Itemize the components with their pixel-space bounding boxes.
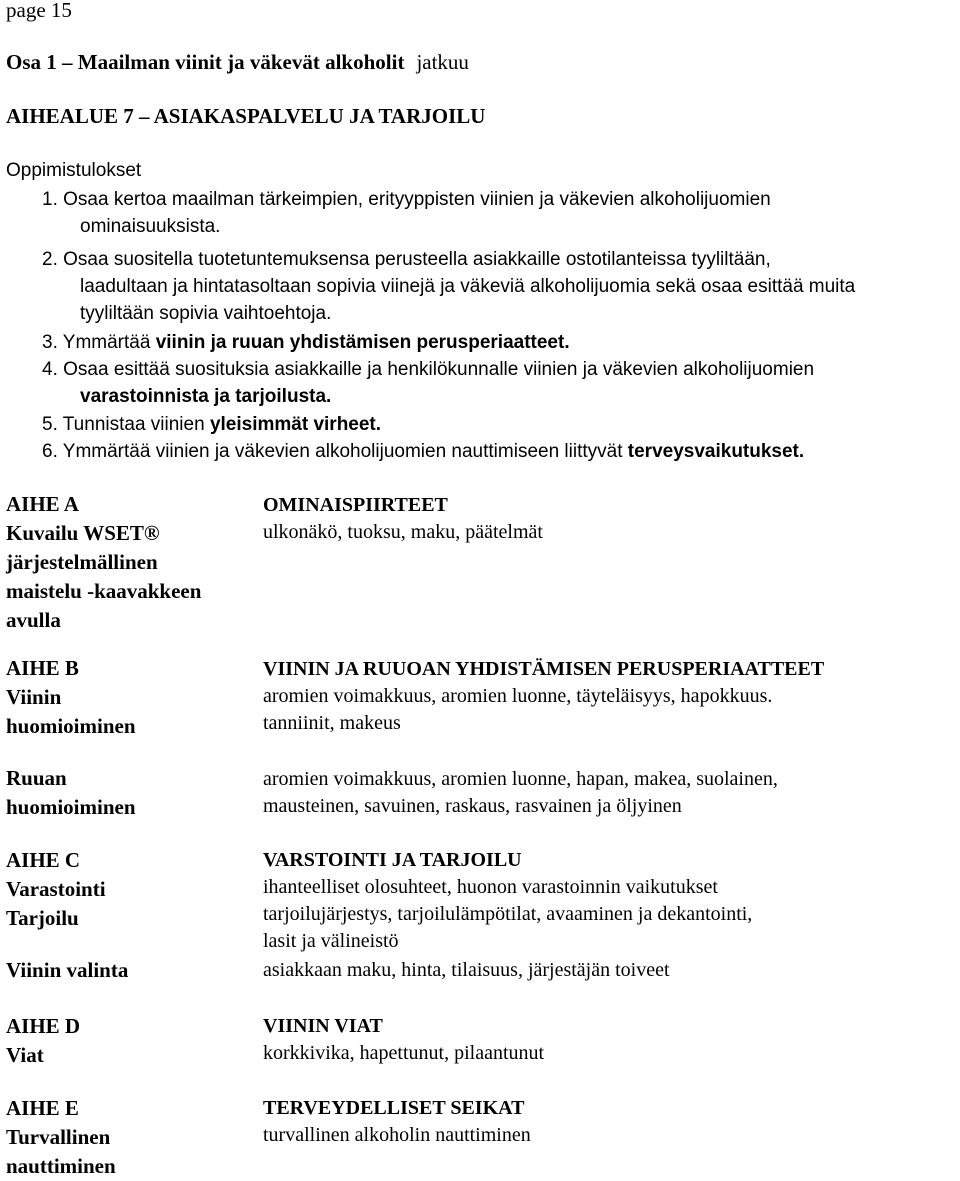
topic-c-heading: VARSTOINTI JA TARJOILU [263,849,522,871]
topic-a-line: Kuvailu WSET® [6,521,160,545]
topic-b-detail: tanniinit, makeus [263,712,401,734]
topic-b2-line: Ruuan [6,766,67,790]
topic-c-detail: tarjoilujärjestys, tarjoilulämpötilat, avaaminen ja dekantointi, [263,903,753,925]
topic-c-detail: lasit ja välineistö [263,930,399,952]
topic-e-title: AIHE E [6,1096,79,1120]
topic-a-content [263,492,543,546]
title-continuation: jatkuu [416,50,469,74]
topic-a-label [6,490,201,635]
outcome-2-line-3: tyyliltään sopivia vaihtoehtoja. [80,303,332,324]
topic-c-title: AIHE C [6,848,81,872]
topic-c2-label [6,956,128,985]
topic-b-detail: aromien voimakkuus, aromien luonne, täyteläisyys, hapokkuus. [263,685,773,707]
topic-a-detail: ulkonäkö, tuoksu, maku, päätelmät [263,521,543,543]
topic-c-line: Tarjoilu [6,906,79,930]
topic-b2-label [6,764,136,822]
topic-b-heading: VIININ JA RUUOAN YHDISTÄMISEN PERUSPERIAATTEET [263,658,825,680]
outcome-5-text: 5. Tunnistaa viinien [42,414,205,435]
topic-b2-content [263,766,778,820]
outcome-4-emphasis: varastoinnista ja tarjoilusta. [80,386,332,407]
outcome-3-emphasis: viinin ja ruuan yhdistämisen perusperiaatteet. [155,332,570,353]
topic-c-detail: ihanteelliset olosuhteet, huonon varastoinnin vaikutukset [263,876,718,898]
topic-c2-content [263,957,670,984]
topic-e-detail: turvallinen alkoholin nauttiminen [263,1124,531,1146]
topic-d-title: AIHE D [6,1014,81,1038]
topic-b2-detail: aromien voimakkuus, aromien luonne, hapan, makea, suolainen, [263,768,778,790]
topic-a-line: maistelu -kaavakkeen [6,579,202,603]
topic-b2-detail: mausteinen, savuinen, raskaus, rasvainen ja öljyinen [263,795,682,817]
topic-c2-line: Viinin valinta [6,958,129,982]
topic-d-label [6,1012,80,1070]
outcomes-heading: Oppimistulokset [6,160,142,181]
outcome-2-line-1: 2. Osaa suositella tuotetuntemuksensa perusteella asiakkaille ostotilanteissa tyyliltään, [42,249,771,270]
topic-e-line: nauttiminen [6,1154,116,1178]
topic-a-line: avulla [6,608,61,632]
outcome-1-line-1: 1. Osaa kertoa maailman tärkeimpien, erityyppisten viinien ja väkevien alkoholijuomien [42,189,771,210]
topic-a-title: AIHE A [6,492,79,516]
topic-e-label [6,1094,116,1181]
topic-a-heading: OMINAISPIIRTEET [263,494,448,516]
topic-c-content [263,847,752,955]
topic-a-line: järjestelmällinen [6,550,158,574]
topic-e-line: Turvallinen [6,1125,111,1149]
topic-d-detail: korkkivika, hapettunut, pilaantunut [263,1042,545,1064]
topic-b-line: huomioiminen [6,714,136,738]
outcome-3-text: 3. Ymmärtää [42,332,151,353]
page-number: page 15 [6,0,72,22]
outcome-6-text: 6. Ymmärtää viinien ja väkevien alkoholijuomien nauttimiseen liittyvät [42,441,623,462]
page-title [6,50,469,75]
topic-b-label [6,654,136,741]
topic-b-content [263,656,824,737]
outcome-6 [42,438,804,465]
topic-c2-detail: asiakkaan maku, hinta, tilaisuus, järjestäjän toiveet [263,959,670,981]
topic-b-title: AIHE B [6,656,79,680]
outcome-5 [42,411,381,438]
title-main: Osa 1 – Maailman viinit ja väkevät alkoholit [6,50,405,74]
outcome-2-line-2: laadultaan ja hintatasoltaan sopivia viinejä ja väkeviä alkoholijuomia sekä osaa esittää muita [80,276,856,297]
outcome-6-emphasis: terveysvaikutukset. [627,441,805,462]
outcome-1-line-2: ominaisuuksista. [80,216,221,237]
topic-b-line: Viinin [6,685,62,709]
outcome-3 [42,329,570,356]
topic-c-line: Varastointi [6,877,106,901]
outcome-5-emphasis: yleisimmät virheet. [209,414,382,435]
outcome-4-line-1: 4. Osaa esittää suosituksia asiakkaille ja henkilökunnalle viinien ja väkevien alkoholijuomien [42,359,815,380]
topic-c-label [6,846,106,933]
outcome-4-line-2 [80,383,331,410]
topic-d-content [263,1013,544,1067]
topic-e-content [263,1095,531,1149]
topic-e-heading: TERVEYDELLISET SEIKAT [263,1097,525,1119]
topic-d-heading: VIININ VIAT [263,1015,383,1037]
section-heading: AIHEALUE 7 – ASIAKASPALVELU JA TARJOILU [6,104,486,128]
topic-b2-line: huomioiminen [6,795,136,819]
topic-d-line: Viat [6,1043,44,1067]
